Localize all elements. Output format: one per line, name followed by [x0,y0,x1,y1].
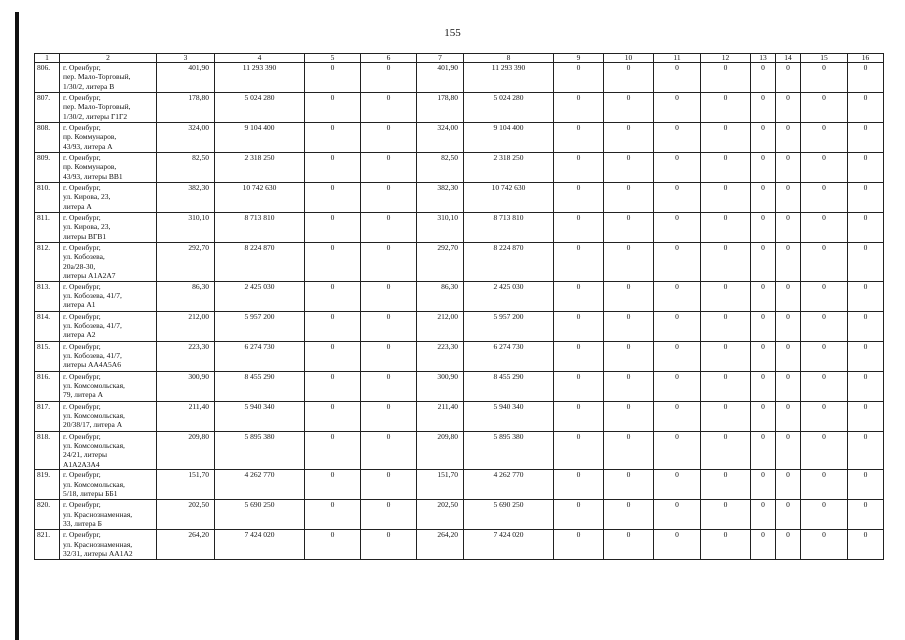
cell-col-5: 0 [305,123,361,153]
table-row [35,183,884,213]
cell-col-9: 0 [554,341,604,371]
cell-col-3: 292,70 [157,243,215,282]
cell-col-14: 0 [776,431,801,470]
cell-col-8: 8 455 290 [464,371,554,401]
cell-col-11: 0 [654,530,701,560]
cell-col-9: 0 [554,123,604,153]
cell-col-12: 0 [701,431,751,470]
cell-col-7: 82,50 [417,153,464,183]
cell-col-3: 382,30 [157,183,215,213]
cell-col-12: 0 [701,371,751,401]
cell-col-15: 0 [801,371,848,401]
cell-col-2: г. Оренбург, ул. Краснознаменная, 32/31, литеры АА1А2 [60,530,157,560]
column-number-row [35,54,884,63]
cell-col-9: 0 [554,401,604,431]
cell-col-2: г. Оренбург, ул. Кобозева, 41/7, литера А2 [60,311,157,341]
cell-col-1: 820. [35,500,60,530]
cell-col-6: 0 [361,311,417,341]
table-row [35,281,884,311]
cell-col-15: 0 [801,213,848,243]
cell-col-8: 2 318 250 [464,153,554,183]
cell-col-14: 0 [776,311,801,341]
cell-col-15: 0 [801,530,848,560]
cell-col-5: 0 [305,281,361,311]
cell-col-6: 0 [361,470,417,500]
cell-col-5: 0 [305,371,361,401]
table-row [35,401,884,431]
cell-col-10: 0 [604,500,654,530]
cell-col-9: 0 [554,530,604,560]
cell-col-1: 807. [35,93,60,123]
cell-col-3: 202,50 [157,500,215,530]
column-header-10: 10 [604,54,654,63]
cell-col-16: 0 [848,530,884,560]
cell-col-10: 0 [604,431,654,470]
cell-col-13: 0 [751,63,776,93]
cell-col-15: 0 [801,63,848,93]
column-header-14: 14 [776,54,801,63]
cell-col-5: 0 [305,243,361,282]
cell-col-12: 0 [701,341,751,371]
cell-col-8: 9 104 400 [464,123,554,153]
cell-col-4: 5 690 250 [215,500,305,530]
cell-col-11: 0 [654,183,701,213]
cell-col-9: 0 [554,311,604,341]
cell-col-13: 0 [751,431,776,470]
cell-col-13: 0 [751,470,776,500]
cell-col-11: 0 [654,311,701,341]
cell-col-8: 11 293 390 [464,63,554,93]
cell-col-6: 0 [361,431,417,470]
cell-col-2: г. Оренбург, ул. Комсомольская, 79, литера А [60,371,157,401]
cell-col-2: г. Оренбург, пер. Мало-Торговый, 1/30/2, литеры Г1Г2 [60,93,157,123]
cell-col-6: 0 [361,213,417,243]
cell-col-4: 8 455 290 [215,371,305,401]
cell-col-7: 300,90 [417,371,464,401]
cell-col-11: 0 [654,93,701,123]
cell-col-15: 0 [801,183,848,213]
cell-col-1: 818. [35,431,60,470]
cell-col-6: 0 [361,281,417,311]
cell-col-9: 0 [554,153,604,183]
cell-col-6: 0 [361,500,417,530]
cell-col-8: 2 425 030 [464,281,554,311]
column-header-2: 2 [60,54,157,63]
table-row [35,500,884,530]
cell-col-13: 0 [751,281,776,311]
cell-col-9: 0 [554,371,604,401]
page-number: 155 [444,27,461,39]
cell-col-7: 178,80 [417,93,464,123]
cell-col-11: 0 [654,281,701,311]
cell-col-4: 2 318 250 [215,153,305,183]
cell-col-10: 0 [604,93,654,123]
cell-col-10: 0 [604,213,654,243]
cell-col-3: 211,40 [157,401,215,431]
cell-col-10: 0 [604,530,654,560]
cell-col-12: 0 [701,153,751,183]
cell-col-14: 0 [776,470,801,500]
cell-col-8: 7 424 020 [464,530,554,560]
cell-col-15: 0 [801,311,848,341]
cell-col-4: 5 895 380 [215,431,305,470]
cell-col-12: 0 [701,183,751,213]
cell-col-1: 809. [35,153,60,183]
cell-col-14: 0 [776,93,801,123]
table-row [35,93,884,123]
cell-col-13: 0 [751,401,776,431]
column-header-11: 11 [654,54,701,63]
cell-col-4: 6 274 730 [215,341,305,371]
cell-col-4: 11 293 390 [215,63,305,93]
cell-col-1: 810. [35,183,60,213]
cell-col-8: 5 024 280 [464,93,554,123]
cell-col-10: 0 [604,63,654,93]
table-row [35,123,884,153]
cell-col-4: 5 940 340 [215,401,305,431]
column-header-1: 1 [35,54,60,63]
cell-col-9: 0 [554,183,604,213]
cell-col-5: 0 [305,183,361,213]
property-register-table [34,53,884,560]
cell-col-15: 0 [801,470,848,500]
cell-col-11: 0 [654,213,701,243]
cell-col-3: 264,20 [157,530,215,560]
cell-col-11: 0 [654,63,701,93]
cell-col-4: 5 957 200 [215,311,305,341]
cell-col-3: 178,80 [157,93,215,123]
cell-col-13: 0 [751,341,776,371]
cell-col-3: 82,50 [157,153,215,183]
cell-col-2: г. Оренбург, пр. Коммунаров, 43/93, литера А [60,123,157,153]
table-row [35,371,884,401]
cell-col-9: 0 [554,243,604,282]
cell-col-7: 209,80 [417,431,464,470]
cell-col-3: 324,00 [157,123,215,153]
cell-col-13: 0 [751,243,776,282]
cell-col-14: 0 [776,153,801,183]
cell-col-16: 0 [848,93,884,123]
column-header-3: 3 [157,54,215,63]
cell-col-12: 0 [701,63,751,93]
cell-col-6: 0 [361,123,417,153]
cell-col-2: г. Оренбург, пер. Мало-Торговый, 1/30/2, литера В [60,63,157,93]
cell-col-5: 0 [305,530,361,560]
cell-col-10: 0 [604,401,654,431]
cell-col-14: 0 [776,243,801,282]
cell-col-11: 0 [654,431,701,470]
cell-col-12: 0 [701,311,751,341]
cell-col-12: 0 [701,123,751,153]
cell-col-1: 819. [35,470,60,500]
cell-col-14: 0 [776,401,801,431]
cell-col-13: 0 [751,153,776,183]
cell-col-7: 202,50 [417,500,464,530]
cell-col-12: 0 [701,470,751,500]
cell-col-4: 5 024 280 [215,93,305,123]
cell-col-16: 0 [848,341,884,371]
cell-col-8: 5 895 380 [464,431,554,470]
cell-col-6: 0 [361,530,417,560]
cell-col-8: 8 224 870 [464,243,554,282]
column-header-16: 16 [848,54,884,63]
cell-col-9: 0 [554,63,604,93]
cell-col-9: 0 [554,213,604,243]
cell-col-13: 0 [751,500,776,530]
cell-col-7: 310,10 [417,213,464,243]
cell-col-14: 0 [776,281,801,311]
cell-col-14: 0 [776,341,801,371]
cell-col-6: 0 [361,93,417,123]
cell-col-16: 0 [848,470,884,500]
cell-col-11: 0 [654,500,701,530]
cell-col-16: 0 [848,153,884,183]
cell-col-13: 0 [751,213,776,243]
cell-col-15: 0 [801,153,848,183]
table-row [35,470,884,500]
cell-col-10: 0 [604,470,654,500]
column-header-6: 6 [361,54,417,63]
cell-col-2: г. Оренбург, ул. Кобозева, 20a/28-30, литеры А1А2А7 [60,243,157,282]
cell-col-5: 0 [305,213,361,243]
cell-col-1: 813. [35,281,60,311]
cell-col-3: 151,70 [157,470,215,500]
cell-col-3: 223,30 [157,341,215,371]
cell-col-8: 5 940 340 [464,401,554,431]
cell-col-7: 382,30 [417,183,464,213]
column-header-4: 4 [215,54,305,63]
cell-col-1: 815. [35,341,60,371]
cell-col-2: г. Оренбург, ул. Комсомольская, 20/38/17, литера А [60,401,157,431]
cell-col-1: 817. [35,401,60,431]
cell-col-5: 0 [305,311,361,341]
cell-col-13: 0 [751,311,776,341]
cell-col-15: 0 [801,93,848,123]
cell-col-6: 0 [361,63,417,93]
cell-col-6: 0 [361,243,417,282]
cell-col-9: 0 [554,281,604,311]
cell-col-1: 821. [35,530,60,560]
cell-col-12: 0 [701,530,751,560]
cell-col-16: 0 [848,371,884,401]
cell-col-12: 0 [701,93,751,123]
cell-col-7: 86,30 [417,281,464,311]
cell-col-15: 0 [801,500,848,530]
cell-col-13: 0 [751,93,776,123]
cell-col-8: 5 957 200 [464,311,554,341]
cell-col-5: 0 [305,63,361,93]
cell-col-7: 223,30 [417,341,464,371]
cell-col-6: 0 [361,341,417,371]
cell-col-5: 0 [305,93,361,123]
cell-col-10: 0 [604,371,654,401]
cell-col-11: 0 [654,243,701,282]
cell-col-13: 0 [751,183,776,213]
table-row [35,153,884,183]
cell-col-3: 310,10 [157,213,215,243]
cell-col-8: 4 262 770 [464,470,554,500]
cell-col-1: 808. [35,123,60,153]
cell-col-4: 8 224 870 [215,243,305,282]
cell-col-16: 0 [848,123,884,153]
cell-col-10: 0 [604,341,654,371]
cell-col-15: 0 [801,243,848,282]
cell-col-11: 0 [654,123,701,153]
cell-col-1: 816. [35,371,60,401]
table-row [35,243,884,282]
cell-col-15: 0 [801,431,848,470]
cell-col-16: 0 [848,243,884,282]
cell-col-2: г. Оренбург, ул. Краснознаменная, 33, литера Б [60,500,157,530]
cell-col-7: 211,40 [417,401,464,431]
cell-col-14: 0 [776,530,801,560]
cell-col-16: 0 [848,311,884,341]
table-row [35,63,884,93]
cell-col-5: 0 [305,431,361,470]
cell-col-4: 8 713 810 [215,213,305,243]
cell-col-2: г. Оренбург, ул. Комсомольская, 24/21, литеры А1А2А3А4 [60,431,157,470]
cell-col-3: 212,00 [157,311,215,341]
cell-col-16: 0 [848,500,884,530]
cell-col-15: 0 [801,123,848,153]
cell-col-12: 0 [701,243,751,282]
cell-col-8: 6 274 730 [464,341,554,371]
cell-col-14: 0 [776,500,801,530]
page-edge-bar [15,12,19,640]
table-row [35,431,884,470]
cell-col-8: 5 690 250 [464,500,554,530]
cell-col-11: 0 [654,153,701,183]
cell-col-7: 292,70 [417,243,464,282]
cell-col-11: 0 [654,401,701,431]
cell-col-10: 0 [604,311,654,341]
column-header-13: 13 [751,54,776,63]
cell-col-16: 0 [848,401,884,431]
cell-col-13: 0 [751,371,776,401]
column-header-9: 9 [554,54,604,63]
table-row [35,311,884,341]
cell-col-3: 209,80 [157,431,215,470]
cell-col-2: г. Оренбург, ул. Кирова, 23, литеры ВГВ1 [60,213,157,243]
cell-col-14: 0 [776,371,801,401]
cell-col-15: 0 [801,281,848,311]
cell-col-7: 151,70 [417,470,464,500]
cell-col-6: 0 [361,153,417,183]
cell-col-12: 0 [701,281,751,311]
cell-col-5: 0 [305,153,361,183]
cell-col-14: 0 [776,183,801,213]
column-header-12: 12 [701,54,751,63]
table-row [35,213,884,243]
cell-col-15: 0 [801,341,848,371]
cell-col-8: 10 742 630 [464,183,554,213]
cell-col-11: 0 [654,341,701,371]
cell-col-10: 0 [604,183,654,213]
cell-col-16: 0 [848,431,884,470]
cell-col-4: 2 425 030 [215,281,305,311]
cell-col-12: 0 [701,401,751,431]
cell-col-7: 212,00 [417,311,464,341]
cell-col-12: 0 [701,213,751,243]
cell-col-1: 812. [35,243,60,282]
cell-col-8: 8 713 810 [464,213,554,243]
cell-col-1: 811. [35,213,60,243]
cell-col-1: 806. [35,63,60,93]
cell-col-16: 0 [848,213,884,243]
table-row [35,341,884,371]
cell-col-2: г. Оренбург, ул. Кобозева, 41/7, литеры АА4А5А6 [60,341,157,371]
cell-col-13: 0 [751,530,776,560]
cell-col-10: 0 [604,123,654,153]
cell-col-14: 0 [776,123,801,153]
cell-col-4: 7 424 020 [215,530,305,560]
cell-col-5: 0 [305,341,361,371]
cell-col-16: 0 [848,281,884,311]
cell-col-3: 300,90 [157,371,215,401]
cell-col-6: 0 [361,401,417,431]
column-header-8: 8 [464,54,554,63]
cell-col-9: 0 [554,431,604,470]
cell-col-3: 401,90 [157,63,215,93]
cell-col-4: 10 742 630 [215,183,305,213]
table-row [35,530,884,560]
cell-col-2: г. Оренбург, ул. Кирова, 23, литера А [60,183,157,213]
cell-col-2: г. Оренбург, ул. Комсомольская, 5/18, литеры ББ1 [60,470,157,500]
cell-col-7: 324,00 [417,123,464,153]
cell-col-13: 0 [751,123,776,153]
column-header-5: 5 [305,54,361,63]
cell-col-9: 0 [554,470,604,500]
cell-col-9: 0 [554,93,604,123]
cell-col-11: 0 [654,371,701,401]
cell-col-12: 0 [701,500,751,530]
cell-col-5: 0 [305,470,361,500]
cell-col-7: 401,90 [417,63,464,93]
cell-col-5: 0 [305,500,361,530]
cell-col-16: 0 [848,63,884,93]
cell-col-4: 9 104 400 [215,123,305,153]
cell-col-4: 4 262 770 [215,470,305,500]
cell-col-16: 0 [848,183,884,213]
column-header-15: 15 [801,54,848,63]
cell-col-10: 0 [604,243,654,282]
cell-col-14: 0 [776,213,801,243]
cell-col-9: 0 [554,500,604,530]
cell-col-11: 0 [654,470,701,500]
cell-col-2: г. Оренбург, ул. Кобозева, 41/7, литера А1 [60,281,157,311]
cell-col-6: 0 [361,183,417,213]
column-header-7: 7 [417,54,464,63]
cell-col-1: 814. [35,311,60,341]
cell-col-10: 0 [604,153,654,183]
cell-col-3: 86,30 [157,281,215,311]
cell-col-5: 0 [305,401,361,431]
cell-col-15: 0 [801,401,848,431]
cell-col-10: 0 [604,281,654,311]
cell-col-7: 264,20 [417,530,464,560]
cell-col-2: г. Оренбург, пр. Коммунаров, 43/93, литеры ВВ1 [60,153,157,183]
cell-col-6: 0 [361,371,417,401]
cell-col-14: 0 [776,63,801,93]
